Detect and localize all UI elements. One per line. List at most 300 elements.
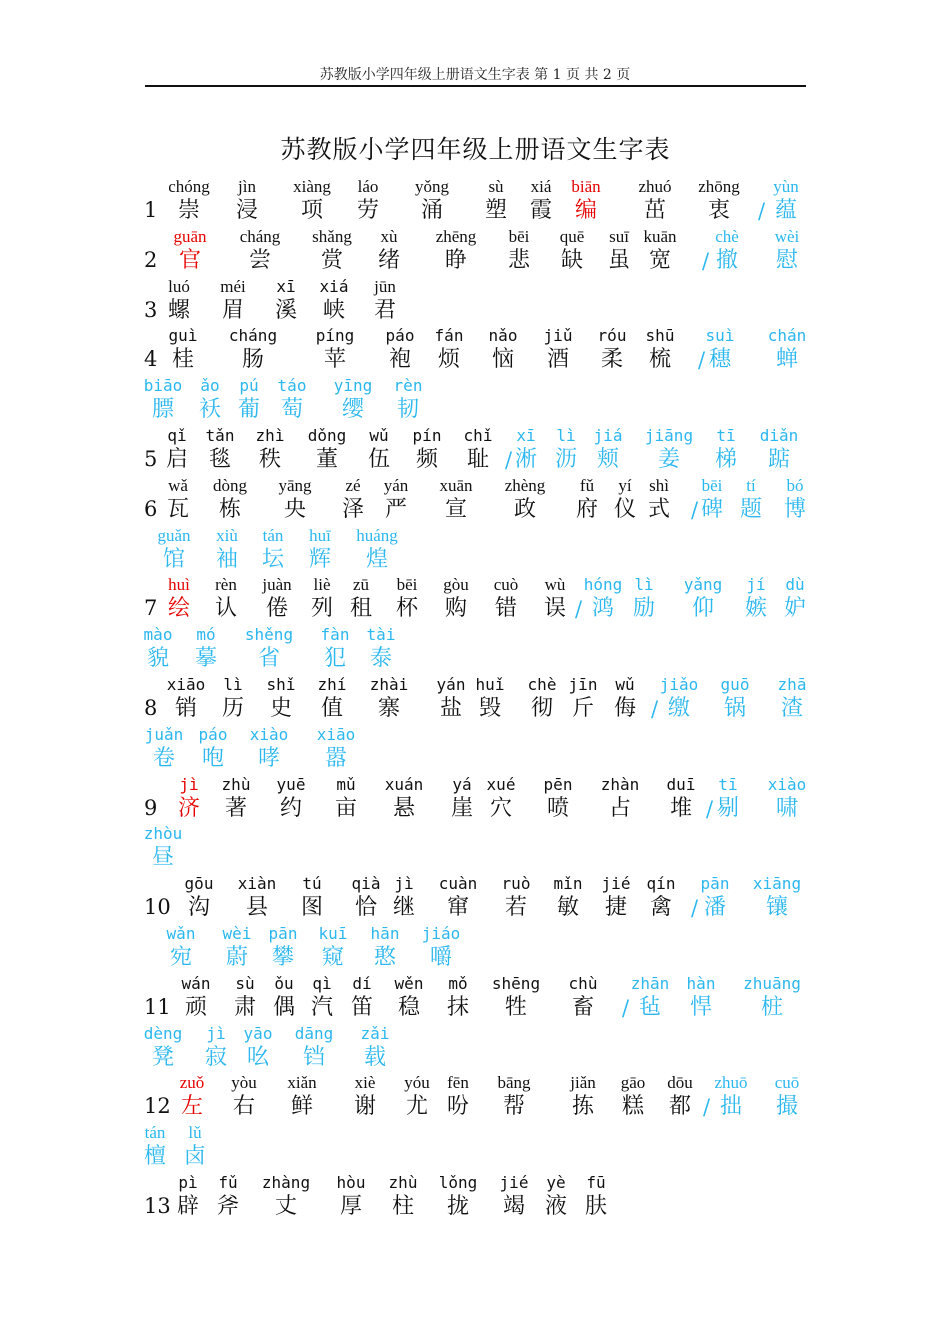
pinyin: wǎ xyxy=(168,476,188,495)
hanzi: 博 xyxy=(783,497,806,522)
lesson-line xyxy=(0,476,950,522)
pinyin: zhā xyxy=(777,675,807,694)
hanzi: 题 xyxy=(739,497,762,522)
hanzi: 坛 xyxy=(261,547,284,572)
pinyin: bēi xyxy=(701,476,723,495)
hanzi: 左 xyxy=(180,1094,203,1119)
hanzi: 尝 xyxy=(248,248,271,273)
pinyin: chè xyxy=(715,227,739,246)
lesson-line xyxy=(0,675,950,721)
pinyin: pì xyxy=(178,1173,198,1192)
pinyin: huáng xyxy=(356,526,398,545)
char-cell xyxy=(739,775,835,822)
pinyin: jié xyxy=(499,1173,529,1192)
pinyin: qín xyxy=(646,874,676,893)
hanzi: 铛 xyxy=(302,1045,325,1070)
hanzi: 吆 xyxy=(246,1045,269,1070)
pinyin: shū xyxy=(645,326,675,345)
pinyin: wěn xyxy=(394,974,424,993)
lesson-number: 10 xyxy=(144,895,171,919)
pinyin: huì xyxy=(168,575,190,594)
pinyin: xī xyxy=(516,426,536,445)
pinyin: táo xyxy=(277,376,307,395)
hanzi: 液 xyxy=(544,1194,567,1219)
new-char-separator: / xyxy=(575,597,583,621)
hanzi: 塑 xyxy=(484,198,507,223)
pinyin: mǔ xyxy=(336,775,356,794)
document-title: 苏教版小学四年级上册语文生字表 xyxy=(280,135,671,164)
pinyin: duī xyxy=(666,775,696,794)
pinyin: xuán xyxy=(384,775,424,794)
hanzi: 盐 xyxy=(439,696,462,721)
pinyin: xiào xyxy=(249,725,289,744)
pinyin: juǎn xyxy=(144,725,184,744)
pinyin: pín xyxy=(412,426,442,445)
hanzi: 寨 xyxy=(377,696,400,721)
pinyin: jiá xyxy=(593,426,623,445)
char-cell xyxy=(329,526,425,573)
hanzi: 膘 xyxy=(151,397,174,422)
pinyin: shēng xyxy=(491,974,541,993)
char-cell xyxy=(360,376,456,423)
pinyin: zhù xyxy=(221,775,251,794)
lesson-number: 5 xyxy=(144,447,158,471)
hanzi: 檀 xyxy=(143,1144,166,1169)
pinyin: mǒ xyxy=(448,974,468,993)
pinyin: liè xyxy=(313,575,331,594)
hanzi: 蔚 xyxy=(225,945,248,970)
pinyin: chè xyxy=(527,675,557,694)
hanzi: 桩 xyxy=(760,995,783,1020)
hanzi: 顽 xyxy=(184,995,207,1020)
hanzi: 霞 xyxy=(529,198,552,223)
lesson-number: 4 xyxy=(144,347,158,371)
hanzi: 斤 xyxy=(571,696,594,721)
char-cell xyxy=(288,725,384,772)
hanzi: 悬 xyxy=(392,796,415,821)
lesson-number: 3 xyxy=(144,298,158,322)
hanzi: 央 xyxy=(283,497,306,522)
hanzi: 堆 xyxy=(669,796,692,821)
hanzi: 涌 xyxy=(420,198,443,223)
pinyin: jì xyxy=(206,1024,226,1043)
lesson-line xyxy=(0,376,950,422)
char-cell xyxy=(747,575,843,622)
lesson-line xyxy=(0,824,950,870)
lesson-number: 13 xyxy=(144,1194,171,1218)
pinyin: xù xyxy=(380,227,398,246)
hanzi: 嚣 xyxy=(324,746,347,771)
pinyin: lì xyxy=(223,675,243,694)
pinyin: dù xyxy=(785,575,805,594)
hanzi: 抹 xyxy=(446,995,469,1020)
hanzi: 姜 xyxy=(657,447,680,472)
pinyin: shǐ xyxy=(266,675,296,694)
hanzi: 泽 xyxy=(341,497,364,522)
char-cell xyxy=(327,1024,423,1071)
pinyin: hóng xyxy=(583,575,623,594)
pinyin: ǎo xyxy=(200,376,220,395)
pinyin: zhuō xyxy=(714,1073,748,1092)
hanzi: 糕 xyxy=(621,1094,644,1119)
hanzi: 蝉 xyxy=(775,347,798,372)
lesson-line xyxy=(0,526,950,572)
hanzi: 严 xyxy=(384,497,407,522)
hanzi: 踮 xyxy=(767,447,790,472)
pinyin: jì xyxy=(394,874,414,893)
pinyin: xiāo xyxy=(316,725,356,744)
pinyin: shì xyxy=(649,476,669,495)
pinyin: zuǒ xyxy=(179,1073,205,1092)
hanzi: 咆 xyxy=(201,746,224,771)
pinyin: ǒu xyxy=(274,974,294,993)
char-cell xyxy=(337,277,433,324)
pinyin: qǐ xyxy=(167,426,187,445)
pinyin: tī xyxy=(718,775,738,794)
pinyin: dòng xyxy=(213,476,247,495)
hanzi: 悲 xyxy=(507,248,530,273)
pinyin: zhōng xyxy=(698,177,740,196)
hanzi: 泰 xyxy=(369,646,392,671)
pinyin: fǔ xyxy=(218,1173,238,1192)
hanzi: 窥 xyxy=(321,945,344,970)
char-cell xyxy=(333,625,429,672)
hanzi: 潘 xyxy=(703,895,726,920)
pinyin: yí xyxy=(618,476,632,495)
hanzi: 宛 xyxy=(169,945,192,970)
pinyin: xiá xyxy=(530,177,552,196)
pinyin: wǔ xyxy=(615,675,635,694)
hanzi: 侮 xyxy=(613,696,636,721)
lesson-number: 2 xyxy=(144,248,158,272)
hanzi: 约 xyxy=(279,796,302,821)
pinyin: fēn xyxy=(447,1073,469,1092)
pinyin: wán xyxy=(181,974,211,993)
pinyin: dōu xyxy=(667,1073,693,1092)
pinyin: cuō xyxy=(774,1073,800,1092)
lesson-line xyxy=(0,625,950,671)
hanzi: 碑 xyxy=(700,497,723,522)
hanzi: 茁 xyxy=(643,198,666,223)
pinyin: xiǎn xyxy=(287,1073,317,1092)
pinyin: zhuó xyxy=(638,177,672,196)
new-char-separator: / xyxy=(691,498,699,522)
hanzi: 渣 xyxy=(780,696,803,721)
hanzi: 政 xyxy=(513,497,536,522)
pinyin: guì xyxy=(168,326,198,345)
hanzi: 济 xyxy=(177,796,200,821)
hanzi: 敏 xyxy=(556,895,579,920)
hanzi: 毯 xyxy=(208,447,231,472)
pinyin: jié xyxy=(601,874,631,893)
hanzi: 误 xyxy=(543,596,566,621)
hanzi: 著 xyxy=(224,796,247,821)
header-rule xyxy=(145,85,806,87)
lesson-line xyxy=(0,1123,950,1169)
pinyin: cuò xyxy=(493,575,519,594)
hanzi: 畜 xyxy=(571,995,594,1020)
hanzi: 宽 xyxy=(648,248,671,273)
hanzi: 嫉 xyxy=(744,596,767,621)
char-cell xyxy=(739,326,835,373)
hanzi: 啸 xyxy=(775,796,798,821)
hanzi: 倦 xyxy=(265,596,288,621)
pinyin: yīng xyxy=(333,376,373,395)
pinyin: jiáo xyxy=(421,924,461,943)
pinyin: guān xyxy=(173,227,207,246)
pinyin: wǎn xyxy=(166,924,196,943)
lesson-line xyxy=(0,775,950,821)
hanzi: 史 xyxy=(269,696,292,721)
hanzi: 葡 xyxy=(237,397,260,422)
pinyin: cuàn xyxy=(438,874,478,893)
hanzi: 若 xyxy=(504,895,527,920)
lesson-line xyxy=(0,227,950,273)
lesson-number: 7 xyxy=(144,596,158,620)
pinyin: fán xyxy=(434,326,464,345)
pinyin: xuān xyxy=(439,476,473,495)
hanzi: 穴 xyxy=(489,796,512,821)
hanzi: 昼 xyxy=(151,845,174,870)
pinyin: hòu xyxy=(336,1173,366,1192)
new-char-separator: / xyxy=(758,199,766,223)
hanzi: 君 xyxy=(373,298,396,323)
pinyin: zhēng xyxy=(435,227,477,246)
hanzi: 沟 xyxy=(187,895,210,920)
hanzi: 占 xyxy=(608,796,631,821)
pinyin: zhù xyxy=(388,1173,418,1192)
pinyin: lì xyxy=(556,426,576,445)
pinyin: yán xyxy=(383,476,409,495)
new-char-separator: / xyxy=(505,448,513,472)
lesson-line xyxy=(0,575,950,621)
hanzi: 频 xyxy=(415,447,438,472)
pinyin: róu xyxy=(597,326,627,345)
new-char-separator: / xyxy=(698,348,706,372)
hanzi: 仰 xyxy=(691,596,714,621)
hanzi: 列 xyxy=(310,596,333,621)
pinyin: jiǔ xyxy=(543,326,573,345)
pinyin: gāo xyxy=(620,1073,646,1092)
pinyin: bēi xyxy=(396,575,418,594)
hanzi: 谢 xyxy=(353,1094,376,1119)
hanzi: 毡 xyxy=(638,995,661,1020)
hanzi: 励 xyxy=(632,596,655,621)
pinyin: chóng xyxy=(168,177,210,196)
new-char-separator: / xyxy=(703,1095,711,1119)
pinyin: qì xyxy=(312,974,332,993)
lesson-number: 6 xyxy=(144,497,158,521)
pinyin: xiāo xyxy=(166,675,206,694)
hanzi: 梳 xyxy=(648,347,671,372)
pinyin: píng xyxy=(315,326,355,345)
pinyin: bāng xyxy=(497,1073,531,1092)
hanzi: 犯 xyxy=(323,646,346,671)
hanzi: 宣 xyxy=(444,497,467,522)
hanzi: 购 xyxy=(444,596,467,621)
hanzi: 桂 xyxy=(171,347,194,372)
pinyin: méi xyxy=(220,277,246,296)
hanzi: 耻 xyxy=(466,447,489,472)
pinyin: yá xyxy=(452,775,472,794)
hanzi: 溪 xyxy=(274,298,297,323)
pinyin: yuē xyxy=(276,775,306,794)
hanzi: 恰 xyxy=(354,895,377,920)
lesson-number: 1 xyxy=(144,198,158,222)
pinyin: lì xyxy=(634,575,654,594)
pinyin: kuī xyxy=(318,924,348,943)
hanzi: 缴 xyxy=(667,696,690,721)
hanzi: 悍 xyxy=(689,995,712,1020)
lesson-line xyxy=(0,924,950,970)
pinyin: hān xyxy=(370,924,400,943)
char-cell xyxy=(738,177,834,224)
hanzi: 崖 xyxy=(450,796,473,821)
hanzi: 沥 xyxy=(554,447,577,472)
pinyin: cháng xyxy=(228,326,278,345)
hanzi: 栋 xyxy=(218,497,241,522)
pinyin: chù xyxy=(568,974,598,993)
pinyin: guǎn xyxy=(157,526,191,545)
pinyin: xī xyxy=(276,277,296,296)
pinyin: páo xyxy=(385,326,415,345)
hanzi: 寂 xyxy=(204,1045,227,1070)
hanzi: 继 xyxy=(392,895,415,920)
pinyin: yán xyxy=(436,675,466,694)
hanzi: 毁 xyxy=(478,696,501,721)
pinyin: huī xyxy=(309,526,331,545)
pinyin: tài xyxy=(366,625,396,644)
pinyin: yāng xyxy=(278,476,312,495)
pinyin: ruò xyxy=(501,874,531,893)
hanzi: 烦 xyxy=(437,347,460,372)
pinyin: pān xyxy=(700,874,730,893)
hanzi: 柔 xyxy=(600,347,623,372)
pinyin: chán xyxy=(767,326,807,345)
pinyin: juàn xyxy=(262,575,292,594)
lesson-line xyxy=(0,426,950,472)
pinyin: lǒng xyxy=(438,1173,478,1192)
hanzi: 府 xyxy=(575,497,598,522)
hanzi: 厚 xyxy=(339,1194,362,1219)
pinyin: wèi xyxy=(222,924,252,943)
hanzi: 卷 xyxy=(152,746,175,771)
pinyin: yóu xyxy=(404,1073,430,1092)
pinyin: rèn xyxy=(393,376,423,395)
lesson-line xyxy=(0,1073,950,1119)
lesson-number: 8 xyxy=(144,696,158,720)
hanzi: 赏 xyxy=(320,248,343,273)
new-char-separator: / xyxy=(622,996,630,1020)
pinyin: yāo xyxy=(243,1024,273,1043)
hanzi: 苹 xyxy=(323,347,346,372)
pinyin: sù xyxy=(488,177,504,196)
char-cell xyxy=(731,426,827,473)
pinyin: nǎo xyxy=(488,326,518,345)
hanzi: 尤 xyxy=(405,1094,428,1119)
hanzi: 撤 xyxy=(715,248,738,273)
pinyin: pú xyxy=(239,376,259,395)
hanzi: 瓦 xyxy=(166,497,189,522)
pinyin: tí xyxy=(746,476,756,495)
hanzi: 彻 xyxy=(530,696,553,721)
hanzi: 县 xyxy=(245,895,268,920)
hanzi: 图 xyxy=(300,895,323,920)
pinyin: xiè xyxy=(354,1073,376,1092)
hanzi: 载 xyxy=(363,1045,386,1070)
pinyin: sù xyxy=(235,974,255,993)
pinyin: yǒng xyxy=(415,177,449,196)
pinyin: tī xyxy=(716,426,736,445)
lesson-number: 9 xyxy=(144,796,158,820)
hanzi: 剔 xyxy=(716,796,739,821)
char-cell xyxy=(739,1073,835,1120)
pinyin: mó xyxy=(196,625,216,644)
hanzi: 肤 xyxy=(584,1194,607,1219)
hanzi: 启 xyxy=(165,447,188,472)
hanzi: 辉 xyxy=(308,547,331,572)
pinyin: dèng xyxy=(143,1024,183,1043)
hanzi: 貌 xyxy=(146,646,169,671)
pinyin: láo xyxy=(357,177,379,196)
pinyin: tǎn xyxy=(205,426,235,445)
pinyin: qià xyxy=(351,874,381,893)
hanzi: 笛 xyxy=(350,995,373,1020)
pinyin: chǐ xyxy=(463,426,493,445)
hanzi: 哮 xyxy=(257,746,280,771)
hanzi: 稳 xyxy=(397,995,420,1020)
hanzi: 右 xyxy=(232,1094,255,1119)
hanzi: 憨 xyxy=(373,945,396,970)
hanzi: 穗 xyxy=(708,347,731,372)
hanzi: 卤 xyxy=(183,1144,206,1169)
pinyin: dāng xyxy=(294,1024,334,1043)
pinyin: fàn xyxy=(320,625,350,644)
lesson-line xyxy=(0,974,950,1020)
pinyin: rèn xyxy=(215,575,237,594)
hanzi: 值 xyxy=(320,696,343,721)
hanzi: 牲 xyxy=(504,995,527,1020)
pinyin: quē xyxy=(559,227,585,246)
hanzi: 袍 xyxy=(388,347,411,372)
hanzi: 偶 xyxy=(272,995,295,1020)
lesson-number: 12 xyxy=(144,1094,171,1118)
hanzi: 项 xyxy=(300,198,323,223)
char-cell xyxy=(548,1173,644,1220)
hanzi: 峡 xyxy=(322,298,345,323)
hanzi: 窜 xyxy=(446,895,469,920)
hanzi: 袖 xyxy=(215,547,238,572)
hanzi: 编 xyxy=(574,198,597,223)
new-char-separator: / xyxy=(651,697,659,721)
hanzi: 韧 xyxy=(396,397,419,422)
lesson-number: 11 xyxy=(144,995,171,1019)
pinyin: zhì xyxy=(255,426,285,445)
hanzi: 摹 xyxy=(194,646,217,671)
hanzi: 缨 xyxy=(341,397,364,422)
pinyin: tán xyxy=(262,526,284,545)
lesson-line xyxy=(0,1024,950,1070)
pinyin: zhuāng xyxy=(743,974,801,993)
pinyin: tú xyxy=(302,874,322,893)
hanzi: 睁 xyxy=(444,248,467,273)
hanzi: 缺 xyxy=(560,248,583,273)
hanzi: 绘 xyxy=(167,596,190,621)
char-cell xyxy=(115,824,211,871)
char-cell xyxy=(747,476,843,523)
hanzi: 嚼 xyxy=(429,945,452,970)
hanzi: 帮 xyxy=(502,1094,525,1119)
